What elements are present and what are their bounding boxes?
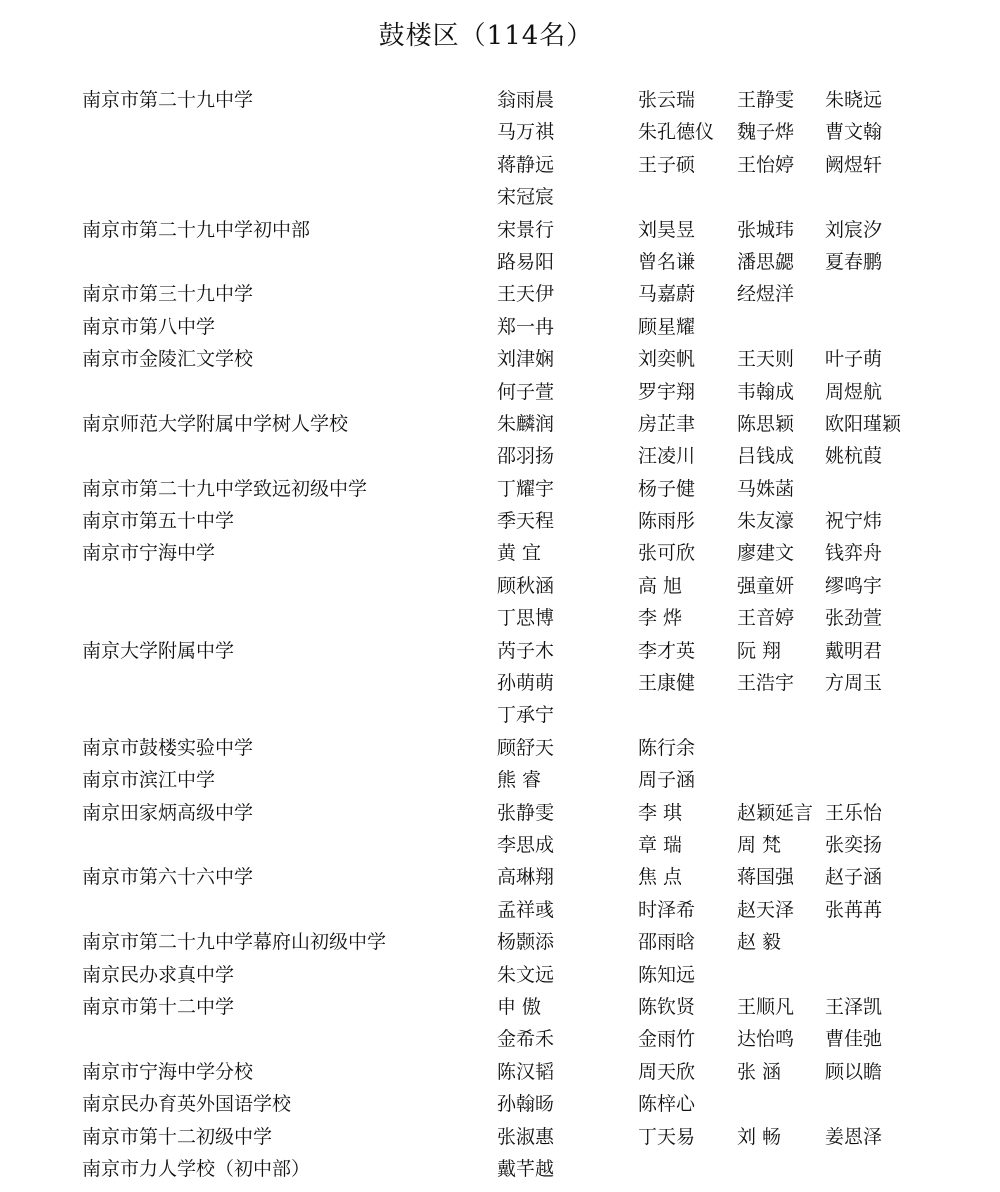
student-name: 陈梓心: [638, 1093, 696, 1116]
list-row: [0, 764, 1000, 796]
student-name: 廖建文: [737, 542, 795, 565]
student-name: 何子萱: [497, 380, 555, 403]
list-row: [0, 797, 1000, 829]
student-name: 刘奕帆: [638, 348, 696, 371]
student-name: 方周玉: [825, 672, 883, 695]
student-name: 朱孔德仪: [638, 121, 715, 144]
list-row: [0, 537, 1000, 569]
student-name: 叶子萌: [825, 348, 883, 371]
school-name: 南京市第二十九中学初中部: [82, 218, 311, 241]
student-name: 郑一冉: [497, 315, 555, 338]
student-name: 王浩宇: [737, 672, 795, 695]
student-name: 朱文远: [497, 963, 555, 986]
student-name: 时泽希: [638, 898, 696, 921]
school-name: 南京民办求真中学: [82, 963, 235, 986]
student-name: 阙煜轩: [825, 153, 883, 176]
student-name: 蒋静远: [497, 153, 555, 176]
school-name: 南京市第八中学: [82, 315, 216, 338]
student-name: 陈知远: [638, 963, 696, 986]
student-name: 顾秋涵: [497, 574, 555, 597]
list-row: [0, 732, 1000, 764]
student-name: 刘 畅: [737, 1125, 782, 1148]
student-name: 王乐怡: [825, 801, 883, 824]
student-name: 戴明君: [825, 639, 883, 662]
student-name: 曹文翰: [825, 121, 883, 144]
student-list: [0, 84, 1000, 1185]
student-name: 丁思博: [497, 607, 555, 630]
student-name: 周天欣: [638, 1060, 696, 1083]
list-row: [0, 116, 1000, 148]
list-row: [0, 861, 1000, 893]
list-row: [0, 311, 1000, 343]
list-row: [0, 440, 1000, 472]
student-name: 丁耀宇: [497, 477, 555, 500]
student-name: 钱弈舟: [825, 542, 883, 565]
student-name: 李思成: [497, 833, 555, 856]
student-name: 魏子烨: [737, 121, 795, 144]
school-name: 南京市第十二初级中学: [82, 1125, 273, 1148]
student-name: 赵天泽: [737, 898, 795, 921]
list-row: [0, 570, 1000, 602]
school-name: 南京田家炳高级中学: [82, 801, 254, 824]
student-name: 潘思勰: [737, 250, 795, 273]
student-name: 李 琪: [638, 801, 683, 824]
list-row: [0, 602, 1000, 634]
student-name: 李 烨: [638, 607, 683, 630]
student-name: 张城玮: [737, 218, 795, 241]
list-row: [0, 1023, 1000, 1055]
student-name: 高 旭: [638, 574, 683, 597]
student-name: 赵颖延言: [737, 801, 814, 824]
student-name: 张可欣: [638, 542, 696, 565]
student-name: 张静雯: [497, 801, 555, 824]
student-name: 季天程: [497, 510, 555, 533]
student-name: 赵子涵: [825, 866, 883, 889]
student-name: 王子硕: [638, 153, 696, 176]
student-name: 孟祥彧: [497, 898, 555, 921]
student-name: 高琳翔: [497, 866, 555, 889]
school-name: 南京师范大学附属中学树人学校: [82, 412, 349, 435]
list-row: [0, 84, 1000, 116]
list-row: [0, 894, 1000, 926]
student-name: 杨子健: [638, 477, 696, 500]
student-name: 路易阳: [497, 250, 555, 273]
student-name: 孙萌萌: [497, 672, 555, 695]
student-name: 金雨竹: [638, 1028, 696, 1051]
list-row: [0, 829, 1000, 861]
school-name: 南京民办育英外国语学校: [82, 1093, 292, 1116]
list-row: [0, 149, 1000, 181]
list-row: [0, 667, 1000, 699]
school-name: 南京市鼓楼实验中学: [82, 736, 254, 759]
student-name: 王天则: [737, 348, 795, 371]
student-name: 张苒苒: [825, 898, 883, 921]
student-name: 经煜洋: [737, 283, 795, 306]
student-name: 丁承宁: [497, 704, 555, 727]
student-name: 夏春鹏: [825, 250, 883, 273]
student-name: 芮子木: [497, 639, 555, 662]
student-name: 杨颢添: [497, 931, 555, 954]
list-row: [0, 699, 1000, 731]
school-name: 南京市第五十中学: [82, 510, 235, 533]
list-row: [0, 343, 1000, 375]
student-name: 王康健: [638, 672, 696, 695]
student-name: 黄 宜: [497, 542, 542, 565]
list-row: [0, 959, 1000, 991]
student-name: 蒋国强: [737, 866, 795, 889]
student-name: 房芷聿: [638, 412, 696, 435]
page-title: 鼓楼区（114名）: [378, 21, 594, 51]
student-name: 达怡鸣: [737, 1028, 795, 1051]
student-name: 刘昊昱: [638, 218, 696, 241]
student-name: 罗宇翔: [638, 380, 696, 403]
student-name: 章 瑞: [638, 833, 683, 856]
student-name: 丁天易: [638, 1125, 696, 1148]
list-row: [0, 991, 1000, 1023]
student-name: 陈钦贤: [638, 995, 696, 1018]
student-name: 马嘉蔚: [638, 283, 696, 306]
student-name: 邵雨晗: [638, 931, 696, 954]
student-name: 陈行余: [638, 736, 696, 759]
student-name: 韦翰成: [737, 380, 795, 403]
school-name: 南京大学附属中学: [82, 639, 235, 662]
student-name: 翁雨晨: [497, 89, 555, 111]
school-name: 南京市第三十九中学: [82, 283, 254, 306]
student-name: 王泽凯: [825, 995, 883, 1018]
school-name: 南京市第二十九中学: [82, 89, 254, 111]
student-name: 强童妍: [737, 574, 795, 597]
student-name: 曹佳弛: [825, 1028, 883, 1051]
list-row: [0, 376, 1000, 408]
student-name: 李才英: [638, 639, 696, 662]
student-name: 刘津娴: [497, 348, 555, 371]
student-name: 孙翰旸: [497, 1093, 555, 1116]
student-name: 宋冠宸: [497, 186, 555, 209]
school-name: 南京市第六十六中学: [82, 866, 254, 889]
list-row: [0, 408, 1000, 440]
list-row: [0, 246, 1000, 278]
student-name: 邵羽扬: [497, 445, 555, 468]
student-name: 刘宸汐: [825, 218, 883, 241]
student-name: 金希禾: [497, 1028, 555, 1051]
student-name: 曾名谦: [638, 250, 696, 273]
student-name: 顾以瞻: [825, 1060, 883, 1083]
list-row: [0, 1056, 1000, 1088]
student-name: 周 梵: [737, 833, 782, 856]
list-row: [0, 926, 1000, 958]
student-name: 宋景行: [497, 218, 555, 241]
student-name: 朱麟润: [497, 412, 555, 435]
student-name: 欧阳瑾颖: [825, 412, 902, 435]
student-name: 祝宁炜: [825, 510, 883, 533]
school-name: 南京市力人学校（初中部）: [82, 1157, 311, 1180]
student-name: 赵 毅: [737, 931, 782, 954]
list-row: [0, 1088, 1000, 1120]
student-name: 陈汉韬: [497, 1060, 555, 1083]
student-name: 王天伊: [497, 283, 555, 306]
student-name: 张奕扬: [825, 833, 883, 856]
student-name: 张 涵: [737, 1060, 782, 1083]
student-name: 马姝菡: [737, 477, 795, 500]
list-row: [0, 1121, 1000, 1153]
student-name: 张劲萱: [825, 607, 883, 630]
school-name: 南京市宁海中学分校: [82, 1060, 254, 1083]
student-name: 熊 睿: [497, 769, 542, 792]
list-row: [0, 473, 1000, 505]
list-row: [0, 214, 1000, 246]
student-name: 周子涵: [638, 769, 696, 792]
school-name: 南京市金陵汇文学校: [82, 348, 254, 371]
student-name: 张云瑞: [638, 89, 696, 111]
school-name: 南京市宁海中学: [82, 542, 216, 565]
student-name: 王怡婷: [737, 153, 795, 176]
student-name: 姜恩泽: [825, 1125, 883, 1148]
student-name: 戴芊越: [497, 1157, 555, 1180]
school-name: 南京市第十二中学: [82, 995, 235, 1018]
student-name: 王静雯: [737, 89, 795, 111]
student-name: 汪凌川: [638, 445, 696, 468]
student-name: 陈思颖: [737, 412, 795, 435]
student-name: 马万祺: [497, 121, 555, 144]
student-name: 顾舒天: [497, 736, 555, 759]
student-name: 焦 点: [638, 866, 683, 889]
student-name: 姚杭葭: [825, 445, 883, 468]
student-name: 王顺凡: [737, 995, 795, 1018]
list-row: [0, 181, 1000, 213]
student-name: 吕钱成: [737, 445, 795, 468]
list-row: [0, 635, 1000, 667]
student-name: 陈雨彤: [638, 510, 696, 533]
student-name: 顾星耀: [638, 315, 696, 338]
student-name: 周煜航: [825, 380, 883, 403]
school-name: 南京市滨江中学: [82, 769, 216, 792]
student-name: 缪鸣宇: [825, 574, 883, 597]
student-name: 申 傲: [497, 995, 542, 1018]
student-name: 阮 翔: [737, 639, 782, 662]
list-row: [0, 505, 1000, 537]
student-name: 朱晓远: [825, 89, 883, 111]
list-row: [0, 278, 1000, 310]
student-name: 王音婷: [737, 607, 795, 630]
school-name: 南京市第二十九中学致远初级中学: [82, 477, 368, 500]
school-name: 南京市第二十九中学幕府山初级中学: [82, 931, 387, 954]
student-name: 朱友濠: [737, 510, 795, 533]
student-name: 张淑惠: [497, 1125, 555, 1148]
list-row: [0, 1153, 1000, 1185]
